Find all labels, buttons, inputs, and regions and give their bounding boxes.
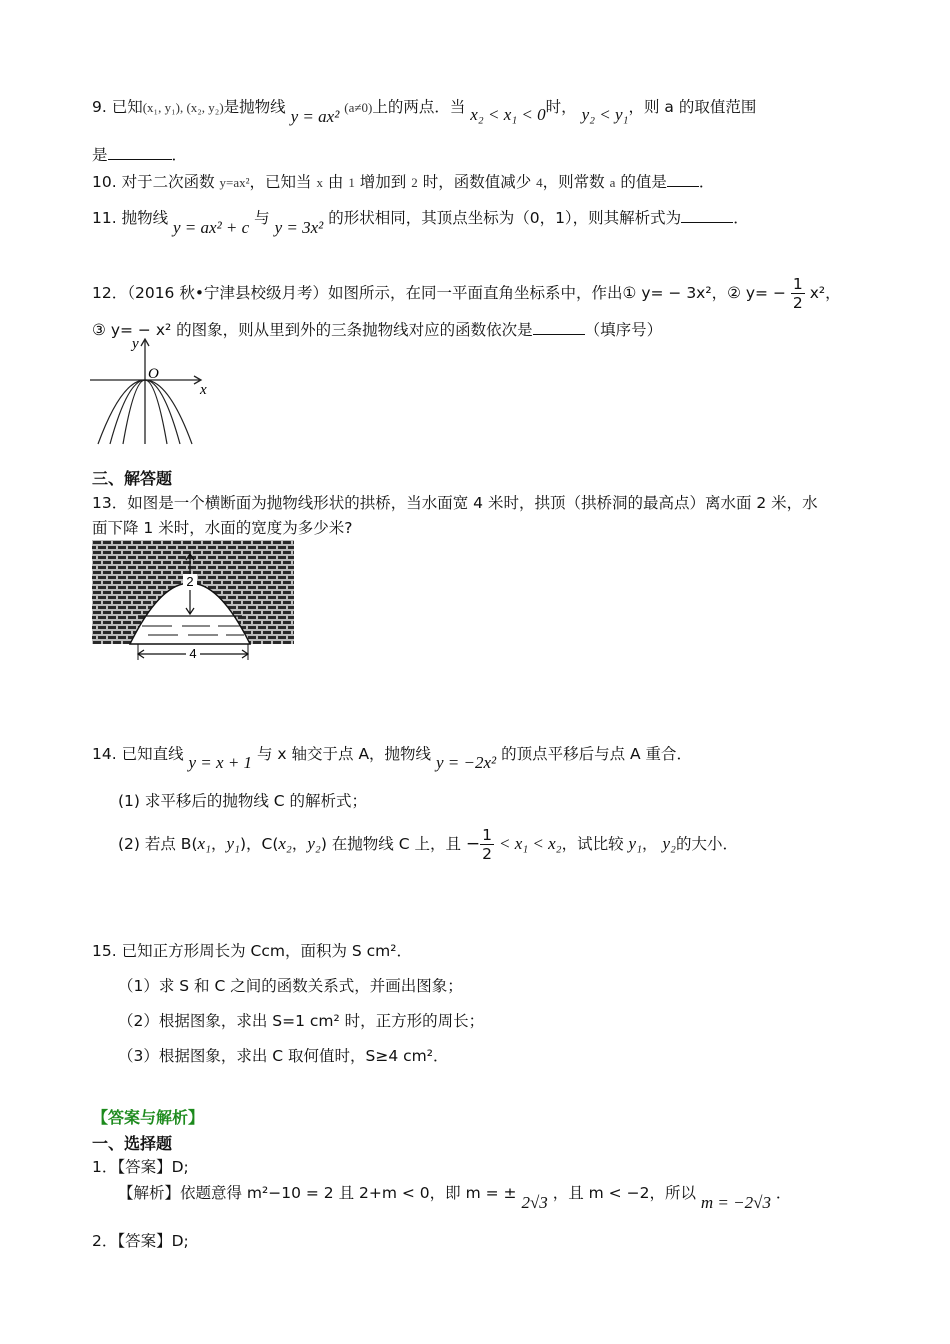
answer-2: 2．【答案】D; (92, 1232, 189, 1250)
q14-line1: 14. 已知直线 y = x + 1 与 x 轴交于点 A，抛物线 y = −2x² 的顶点平移后与点 A 重合． (92, 745, 693, 772)
answer-blank (667, 170, 699, 187)
height-label: 2 (186, 574, 194, 589)
q9-condition-x: x₂ < x₁ < 0 (470, 105, 546, 124)
q15-part2: （2）根据图象，求出 S=1 cm² 时，正方形的周长； (118, 1012, 485, 1030)
q11-line: 11. 抛物线 y = ax² + c 与 y = 3x² 的形状相同，其顶点坐标为（0，1），则其解析式为 ． (92, 206, 749, 229)
answer-1: 1．【答案】D; (92, 1158, 189, 1176)
q12-line1: 12．（2016 秋•宁津县校级月考）如图所示，在同一平面直角坐标系中，作出① y= − 3x²，② y= − $\frac{1}{2}$ x²， (92, 275, 841, 312)
q14-part1: (1) 求平移后的抛物线 C 的解析式； (118, 792, 368, 810)
answers-section-title: 一、选择题 (92, 1134, 173, 1153)
q15-part3: （3）根据图象，求出 C 取何值时，S≥4 cm²． (118, 1047, 449, 1065)
section-title: 三、解答题 (92, 469, 173, 488)
q11-equation-2: y = 3x² (274, 218, 324, 237)
q10-line: 10. 对于二次函数 y=ax²，已知当 x 由 1 增加到 2 时，函数值减少 4，则常数 a 的值是 ． (92, 170, 714, 194)
q14-parabola-equation: y = −2x² (436, 753, 497, 772)
answers-title: 【答案与解析】 (92, 1108, 205, 1127)
answer-blank (108, 143, 172, 160)
q13-line1: 13．如图是一个横断面为抛物线形状的拱桥，当水面宽 4 米时，拱顶（拱桥洞的最高点）离水面 2 米，水 (92, 494, 818, 512)
q12-line2: ③ y= − x² 的图象，则从里到外的三条抛物线对应的函数依次是 （填序号） (92, 318, 662, 341)
origin-label: O (148, 366, 159, 382)
q12-fraction: $\frac{1}{2}$ (792, 275, 803, 312)
x-axis-label: x (200, 382, 207, 398)
q9-condition-y: y₂ < y₁ (581, 105, 629, 124)
q11-equation-1: y = ax² + c (173, 218, 250, 237)
width-label: 4 (189, 646, 197, 661)
q14-fraction: $\frac{1}{2}$ (482, 826, 493, 863)
q13-bridge-figure (92, 540, 296, 662)
q9-line1: 9. 已知(x₁, y₁), (x₂, y₂)是抛物线 y = ax² (a≠0)上的两点．当 x₂ < x₁ < 0时， y₂ < y₁，则 a 的取值范围 (92, 98, 757, 126)
q14-part2: (2) 若点 B(x₁，y₁)，C(x₂，y₂) 在抛物线 C 上，且 − $\frac{1}{2}$ < x₁ < x₂，试比较 y₁， y₂的大小． (118, 826, 738, 863)
q12-parabola-figure (88, 336, 218, 448)
q9-equation: y = ax² (290, 107, 340, 126)
q9-line2: 是 ． (92, 143, 187, 166)
answer-blank (681, 206, 733, 223)
y-axis-label: y (132, 336, 139, 352)
answer-1-explanation: 【解析】依题意得 m²−10 = 2 且 2+m < 0，即 m = ± 2√3 ，且 m < −2，所以 m = −2√3 ． (118, 1184, 792, 1212)
q15-line: 15. 已知正方形周长为 Ccm，面积为 S cm²． (92, 942, 412, 960)
answer-blank (533, 318, 585, 335)
q14-line-equation: y = x + 1 (188, 753, 253, 772)
q13-line2: 面下降 1 米时，水面的宽度为多少米? (92, 519, 353, 537)
q15-part1: （1）求 S 和 C 之间的函数关系式，并画出图象； (118, 977, 463, 995)
